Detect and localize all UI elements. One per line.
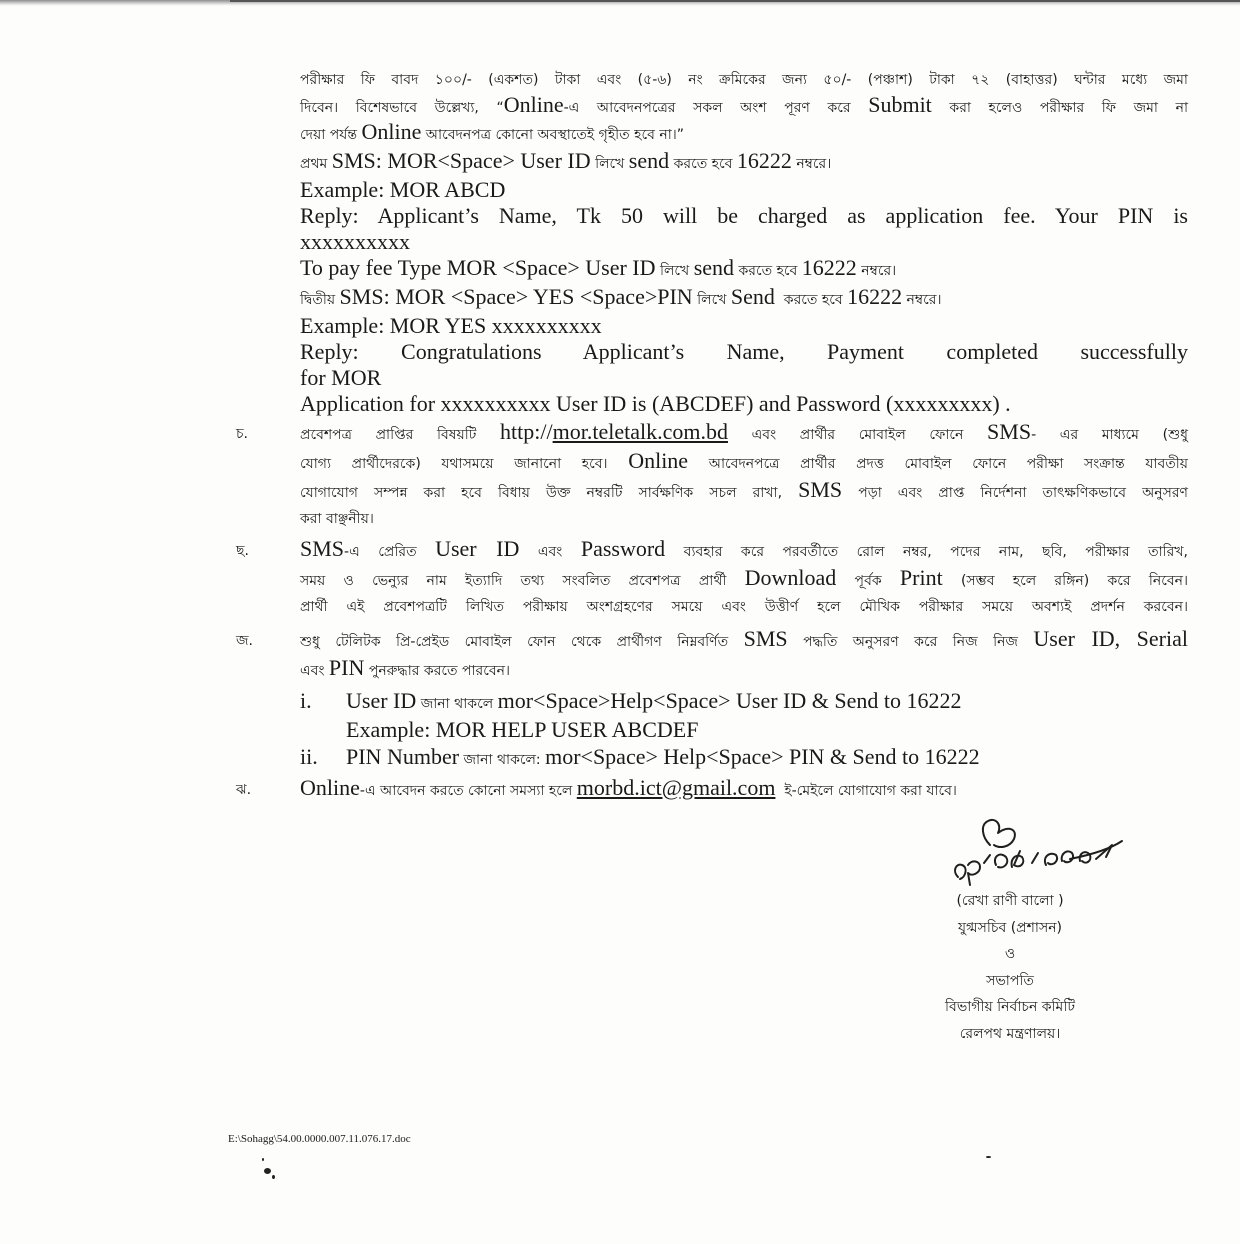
item-text: (সম্ভব হলে রঙ্গিন) করে নিবেন। xyxy=(942,572,1188,589)
sms-reply-2: Reply: Congratulations Applicant’s Name, Payment completed successfully xyxy=(300,338,1188,364)
intro-line-3 xyxy=(300,120,1188,148)
sms-text: নম্বরে। xyxy=(791,155,832,172)
item-sms: SMS xyxy=(300,535,345,561)
sms-command: SMS: MOR <Space> YES <Space>PIN xyxy=(339,283,693,309)
sms-text: নম্বরে। xyxy=(856,262,897,279)
sms-text: করতে হবে xyxy=(774,291,848,308)
item-online: Online xyxy=(628,447,689,473)
intro-online: Online xyxy=(361,119,422,144)
sms-number: 16222 xyxy=(847,283,903,309)
sub-item-command: mor<Space>Help<Space> User ID & Send to 16222 xyxy=(497,687,962,713)
support-email-link[interactable]: morbd.ict@gmail.com xyxy=(576,774,776,800)
sms-number: 16222 xyxy=(736,147,792,173)
item-j xyxy=(236,625,1188,773)
sms-number: 16222 xyxy=(801,254,857,280)
item-userid: User ID xyxy=(435,535,520,561)
sms-example-1: Example: MOR ABCD xyxy=(300,176,506,202)
intro-text: দিবেন। বিশেষভাবে উল্লেখ্য, “ xyxy=(300,99,504,116)
sms-second xyxy=(300,284,1188,313)
item-text: পুনরুদ্ধার করতে পারবেন। xyxy=(364,662,511,679)
sub-item-i xyxy=(300,688,1188,743)
sub-item-text: জানা থাকলে: xyxy=(459,751,546,768)
item-marker: ঝ. xyxy=(236,781,252,798)
item-ch-line-3 xyxy=(300,477,1188,506)
sms-text: নম্বরে। xyxy=(902,291,942,308)
item-text: যোগাযোগ সম্পন্ন করা হবে বিধায় উক্ত নম্বরটি সার্বক্ষণিক সচল রাখা, xyxy=(300,484,799,501)
sms-reply-2-end: for MOR xyxy=(300,364,382,390)
scan-speck xyxy=(262,1158,264,1161)
intro-text: পরীক্ষার ফি বাবদ ১০০/- (একশত) টাকা এবং (৫-৬) নং ক্রমিকের জন্য ৫০/- (পঞ্চাশ) টাকা ৭২ (বাহাত্তর) ঘন্টার মধ্যে জমা xyxy=(300,72,1188,88)
sms-example-2: Example: MOR YES xxxxxxxxxx xyxy=(300,312,602,338)
item-text: -এ প্রেরিত xyxy=(344,543,436,560)
item-text: পড়া এবং প্রাপ্ত নির্দেশনা তাৎক্ষণিকভাবে অনুসরণ xyxy=(842,484,1188,501)
sub-item-userid: User ID xyxy=(346,687,417,713)
sms-first xyxy=(300,148,1188,177)
sms-text: করতে হবে xyxy=(669,155,737,172)
scan-speck xyxy=(986,1156,991,1158)
item-chh-line-1 xyxy=(300,536,1188,565)
sms-application-credentials: Application for xxxxxxxxxx User ID is (ABCDEF) and Password (xxxxxxxxx) . xyxy=(300,390,1011,416)
sms-command: To pay fee Type MOR <Space> User ID xyxy=(300,254,656,280)
item-marker: জ. xyxy=(236,632,253,649)
item-text: ব্যবহার করে পরবর্তীতে রোল নম্বর, পদের নাম, ছবি, পরীক্ষার তারিখ, xyxy=(665,543,1188,560)
intro-text: -এ আবেদনপত্রের সকল অংশ পূরণ করে xyxy=(563,99,869,116)
item-download: Download xyxy=(744,564,837,590)
sms-instructions xyxy=(300,148,1188,417)
teletalk-link[interactable]: mor.teletalk.com.bd xyxy=(552,418,728,444)
item-j-line-1 xyxy=(300,626,1188,655)
item-ch-line-1 xyxy=(300,419,1188,448)
item-jh xyxy=(236,774,1188,804)
item-text: এবং প্রার্থীর মোবাইল ফোনে xyxy=(727,426,988,443)
item-chh xyxy=(236,535,1188,620)
sms-send: send xyxy=(693,254,735,280)
item-online: Online xyxy=(300,774,360,800)
sms-pay-fee xyxy=(300,255,1188,284)
scan-speck xyxy=(264,1168,271,1174)
item-sms: SMS xyxy=(798,476,843,502)
sms-text: লিখে xyxy=(692,291,731,308)
item-ch xyxy=(236,418,1188,532)
sms-reply-1: Reply: Applicant’s Name, Tk 50 will be charged as application fee. Your PIN is xyxy=(300,202,1188,228)
sms-text: করতে হবে xyxy=(734,262,802,279)
sub-item-command: mor<Space> Help<Space> PIN & Send to 16222 xyxy=(545,743,980,769)
item-text: -এ আবেদন করতে কোনো সমস্যা হলে xyxy=(359,782,577,799)
sub-item-text: জানা থাকলে xyxy=(416,695,498,712)
item-print: Print xyxy=(899,564,943,590)
item-text: - এর মাধ্যমে (শুধু xyxy=(1031,426,1188,443)
item-text: ই-মেইলে যোগাযোগ করা যাবে। xyxy=(775,782,957,799)
item-sms: SMS xyxy=(987,418,1032,444)
item-ch-line-2 xyxy=(300,448,1188,477)
sms-send: send xyxy=(628,147,670,173)
item-text: এবং xyxy=(300,662,329,679)
intro-online: Online xyxy=(503,91,564,117)
scan-edge-line xyxy=(230,0,1240,2)
item-text: আবেদনপত্রে প্রার্থীর প্রদত্ত মোবাইল ফোনে পরীক্ষা সংক্রান্ত যাবতীয় xyxy=(688,455,1188,472)
signatory-role: সভাপতি xyxy=(986,972,1034,989)
item-j-line-2 xyxy=(300,655,1188,684)
sms-reply-1-pin: xxxxxxxxxx xyxy=(300,228,410,254)
signatory-committee: বিভাগীয় নির্বাচন কমিটি xyxy=(945,999,1075,1015)
intro-line-2 xyxy=(300,93,1188,121)
item-chh-line-3: প্রার্থী এই প্রবেশপত্রটি লিখিত পরীক্ষায় অংশগ্রহণের সময়ে এবং উত্তীর্ণ হলে মৌখিক পরীক্ষার সময়ে অবশ্যই প্রদর্শন করবেন। xyxy=(300,598,1188,615)
item-marker: চ. xyxy=(236,425,249,442)
item-marker: ছ. xyxy=(236,542,249,559)
item-ch-line-4: করা বাঞ্ছনীয়। xyxy=(300,510,374,527)
sms-send: Send xyxy=(730,283,775,309)
intro-line-1 xyxy=(300,68,1188,93)
sms-command: SMS: MOR<Space> User ID xyxy=(331,147,591,173)
sms-text: লিখে xyxy=(590,155,629,172)
item-text: প্রবেশপত্র প্রাপ্তির বিষয়টি xyxy=(300,426,501,443)
signatory-name: (রেখা রাণী বালো ) xyxy=(956,893,1064,909)
footer-file-path: E:\Sohagg\54.00.0000.007.11.076.17.doc xyxy=(228,1133,411,1145)
item-password: Password xyxy=(580,535,666,561)
document-body xyxy=(236,68,1188,804)
sms-text: লিখে xyxy=(655,262,694,279)
item-text: এবং xyxy=(519,543,581,560)
sub-item-pin: PIN Number xyxy=(346,743,460,769)
signatory-block xyxy=(900,888,1120,1047)
url-prefix: http:// xyxy=(500,418,553,444)
item-text: সময় ও ভেন্যুর নাম ইত্যাদি তথ্য সংবলিত প্রবেশপত্র প্রার্থী xyxy=(300,572,745,589)
signatory-ministry: রেলপথ মন্ত্রণালয়। xyxy=(959,1025,1061,1042)
item-text: যোগ্য প্রার্থীদেরকে) যথাসময়ে জানানো হবে। xyxy=(300,455,629,472)
sub-item-example: Example: MOR HELP USER ABCDEF xyxy=(346,716,699,742)
item-text: পূর্বক xyxy=(836,572,900,589)
intro-paragraph xyxy=(300,68,1188,148)
item-chh-line-2 xyxy=(300,565,1188,594)
item-sms: SMS xyxy=(743,625,788,651)
item-text: পদ্ধতি অনুসরণ করে নিজ নিজ xyxy=(787,633,1034,650)
sms-label: দ্বিতীয় xyxy=(300,291,340,308)
intro-submit: Submit xyxy=(868,91,932,117)
sub-item-ii xyxy=(300,744,1188,773)
sub-item-number: ii. xyxy=(300,743,318,769)
sms-label: প্রথম xyxy=(300,155,332,172)
item-pin: PIN xyxy=(328,654,365,680)
intro-text: দেয়া পর্যন্ত xyxy=(300,127,362,143)
signatory-conjunction: ও xyxy=(1004,946,1016,962)
signatory-title: যুগ্মসচিব (প্রশাসন) xyxy=(957,919,1063,936)
item-text: শুধু টেলিটক প্রি-প্রেইড মোবাইল ফোন থেকে প্রার্থীগণ নিম্নবর্ণিত xyxy=(300,633,744,650)
item-userid-serial: User ID, Serial xyxy=(1033,625,1188,651)
intro-text: করা হলেও পরীক্ষার ফি জমা না xyxy=(931,99,1188,116)
scan-speck xyxy=(272,1175,275,1179)
intro-text: আবেদনপত্র কোনো অবস্থাতেই গৃহীত হবে না।” xyxy=(421,127,685,143)
sub-item-number: i. xyxy=(300,687,312,713)
